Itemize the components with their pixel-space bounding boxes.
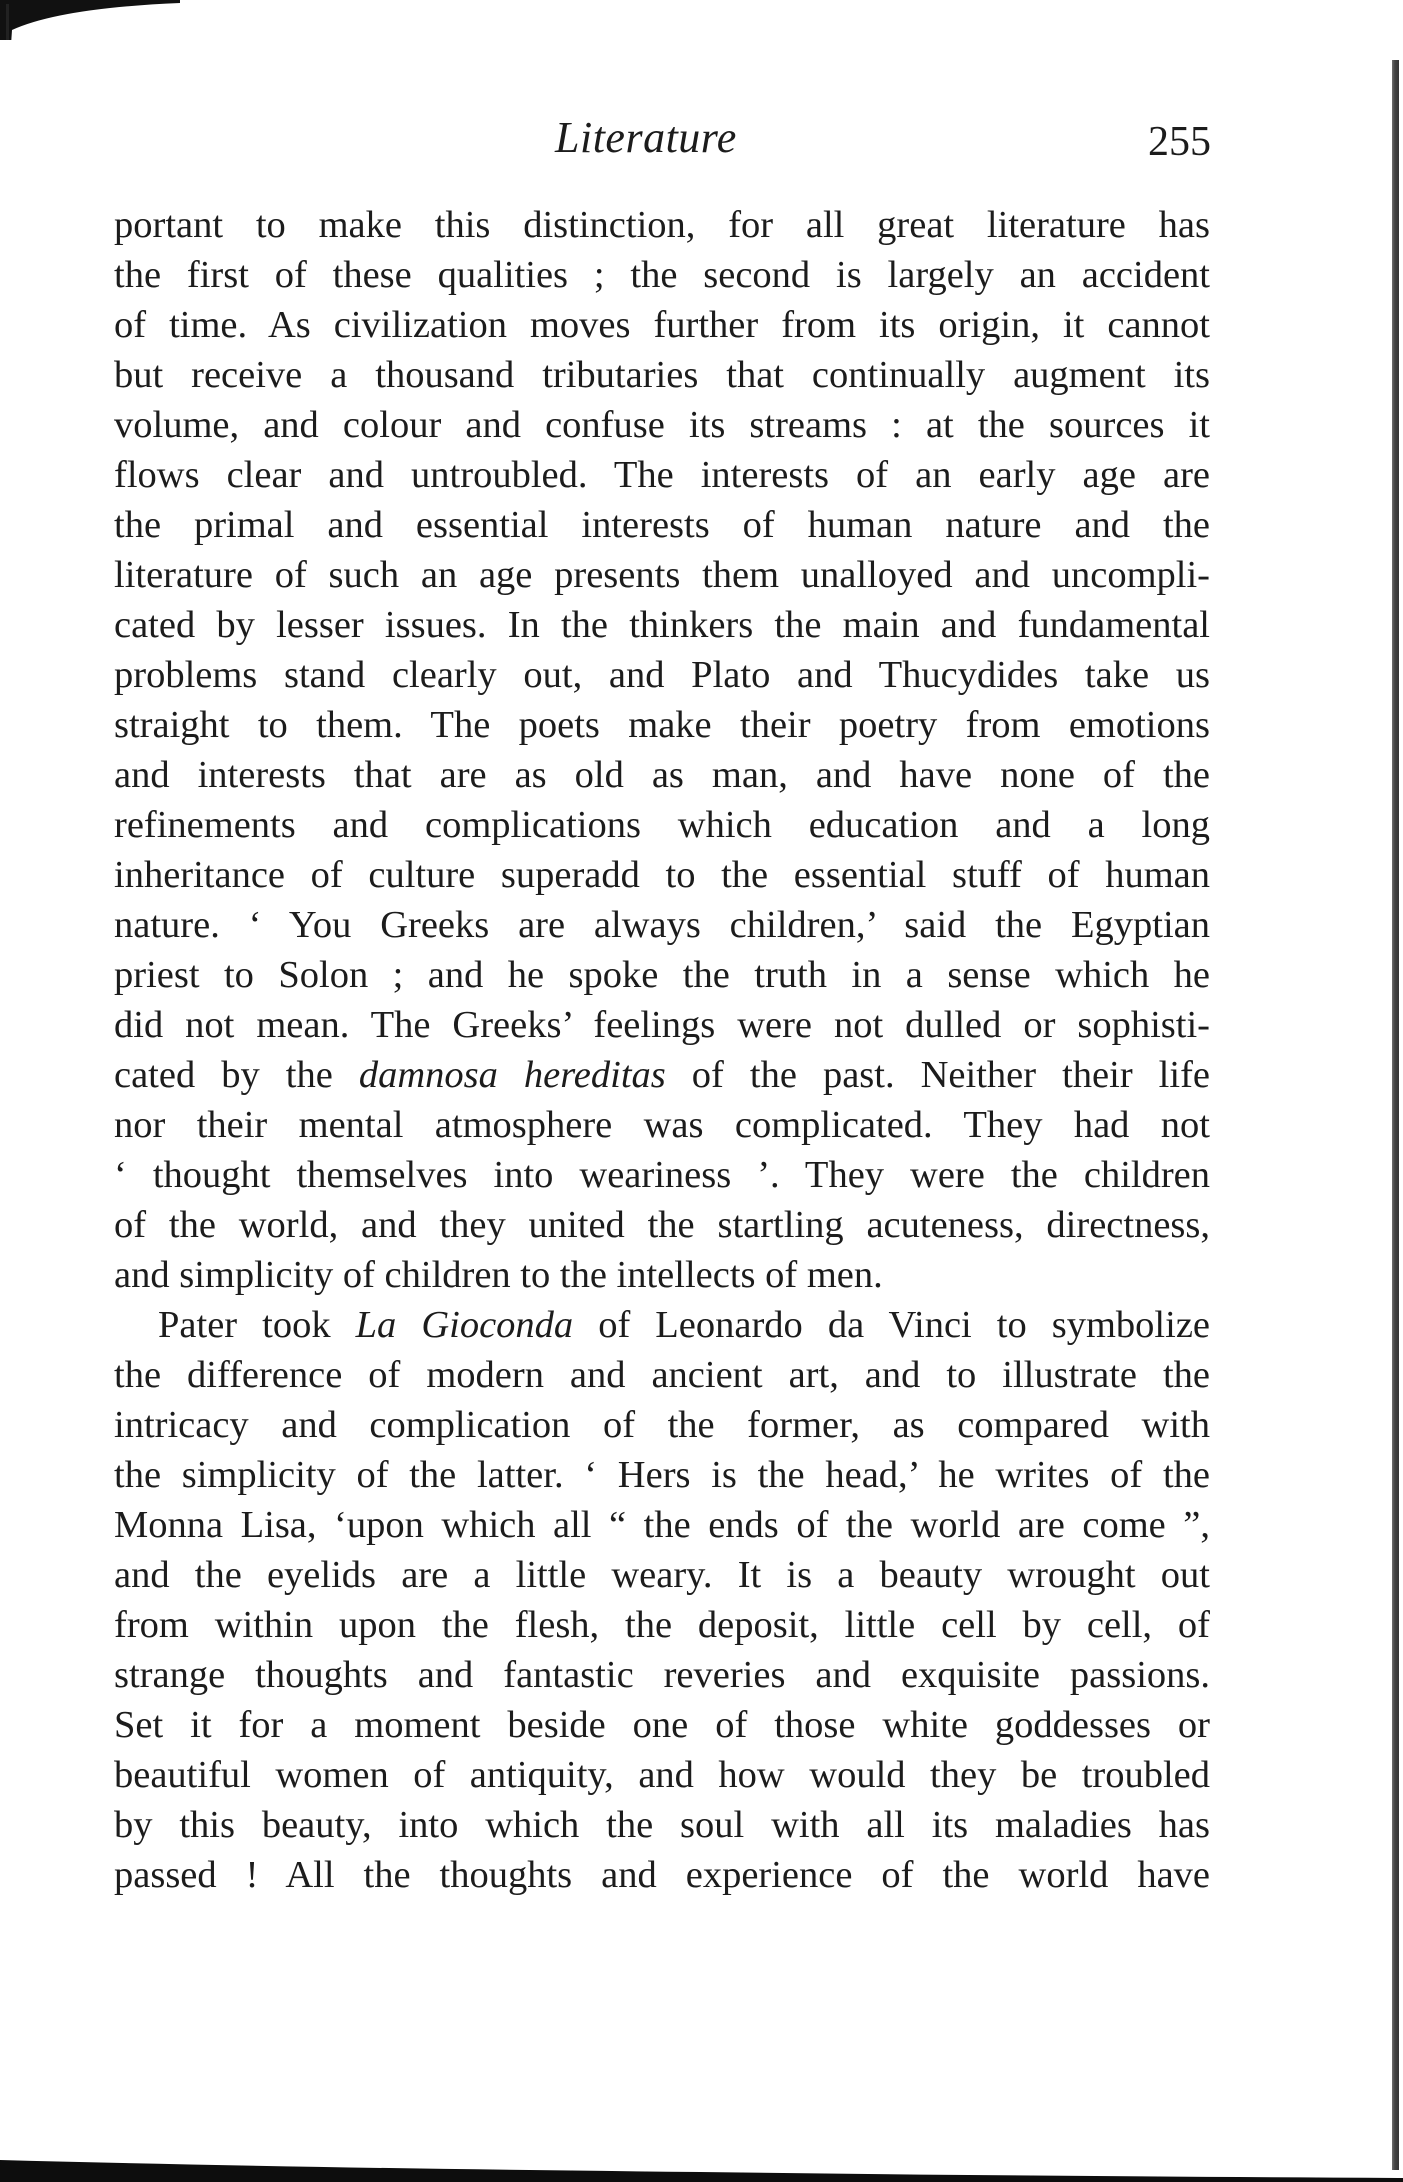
text-line (114, 200, 1210, 250)
text-segment: of the world, and they united the startling acuteness, directness, (114, 1204, 1210, 1246)
text-segment: inheritance of culture superadd to the essential stuff of human (114, 854, 1210, 896)
text-line (114, 1100, 1210, 1150)
text-line (114, 1850, 1210, 1900)
text-line (114, 1250, 1210, 1300)
text-segment: of time. As civilization moves further from its origin, it cannot (114, 304, 1210, 346)
page-number: 255 (1148, 119, 1211, 165)
text-segment: ‘ thought themselves into weariness ’. They were the children (114, 1154, 1210, 1196)
text-segment: portant to make this distinction, for all great literature has (114, 204, 1210, 246)
text-segment: cated by lesser issues. In the thinkers the main and fundamental (114, 604, 1210, 646)
text-line (114, 1600, 1210, 1650)
text-line (114, 1400, 1210, 1450)
text-line (114, 500, 1210, 550)
text-segment: the first of these qualities ; the second is largely an accident (114, 254, 1210, 296)
text-line (114, 1750, 1210, 1800)
text-segment: the primal and essential interests of human nature and the (114, 504, 1210, 546)
text-line (114, 450, 1210, 500)
text-segment: the difference of modern and ancient art, and to illustrate the (114, 1354, 1210, 1396)
text-line (114, 250, 1210, 300)
text-line (114, 1300, 1210, 1350)
text-segment: literature of such an age presents them unalloyed and uncompli- (114, 554, 1210, 596)
text-segment: nor their mental atmosphere was complicated. They had not (114, 1104, 1210, 1146)
text-line (114, 700, 1210, 750)
text-segment: intricacy and complication of the former, as compared with (114, 1404, 1210, 1446)
text-line (114, 1650, 1210, 1700)
text-line (114, 400, 1210, 450)
text-line (114, 950, 1210, 1000)
scan-edge-bottom (0, 2142, 1403, 2182)
text-line (114, 1350, 1210, 1400)
text-segment: strange thoughts and fantastic reveries and exquisite passions. (114, 1654, 1210, 1696)
text-segment: by this beauty, into which the soul with all its maladies has (114, 1804, 1210, 1846)
text-segment: beautiful women of antiquity, and how would they be troubled (114, 1754, 1210, 1796)
text-segment: problems stand clearly out, and Plato and Thucydides take us (114, 654, 1210, 696)
text-segment: volume, and colour and confuse its streams : at the sources it (114, 404, 1210, 446)
text-line (114, 1500, 1210, 1550)
scan-edge-right (1392, 60, 1399, 2170)
text-segment: and the eyelids are a little weary. It is a beauty wrought out (114, 1554, 1210, 1596)
text-segment: of Leonardo da Vinci to symbolize (573, 1304, 1210, 1346)
text-segment: refinements and complications which education and a long (114, 804, 1210, 846)
scan-corner-shadow (0, 0, 180, 40)
text-segment: of the past. Neither their life (665, 1054, 1210, 1096)
text-segment: Pater took (158, 1304, 356, 1346)
text-line (114, 1050, 1210, 1100)
text-line (114, 800, 1210, 850)
italic-phrase: damnosa hereditas (358, 1054, 666, 1096)
text-line (114, 1800, 1210, 1850)
text-segment: and interests that are as old as man, and have none of the (114, 754, 1210, 796)
text-line (114, 850, 1210, 900)
text-segment: nature. ‘ You Greeks are always children,’ said the Egyptian (114, 904, 1210, 946)
text-line (114, 550, 1210, 600)
text-segment: and simplicity of children to the intellects of men. (114, 1254, 883, 1296)
text-segment: Monna Lisa, ‘upon which all “ the ends of the world are come ”, (114, 1504, 1210, 1546)
text-line (114, 1000, 1210, 1050)
italic-phrase: La Gioconda (355, 1304, 574, 1346)
text-segment: the simplicity of the latter. ‘ Hers is the head,’ he writes of the (114, 1454, 1210, 1496)
text-line (114, 1450, 1210, 1500)
text-segment: Set it for a moment beside one of those white goddesses or (114, 1704, 1210, 1746)
text-line (114, 650, 1210, 700)
text-segment: cated by the (114, 1054, 359, 1096)
text-line (114, 1700, 1210, 1750)
text-segment: but receive a thousand tributaries that continually augment its (114, 354, 1210, 396)
text-line (114, 900, 1210, 950)
text-line (114, 350, 1210, 400)
text-segment: priest to Solon ; and he spoke the truth in a sense which he (114, 954, 1210, 996)
text-line (114, 600, 1210, 650)
text-segment: did not mean. The Greeks’ feelings were not dulled or sophisti- (114, 1004, 1210, 1046)
text-segment: flows clear and untroubled. The interests of an early age are (114, 454, 1210, 496)
body-text (114, 200, 1210, 1900)
text-line (114, 750, 1210, 800)
text-line (114, 1150, 1210, 1200)
text-line (114, 1200, 1210, 1250)
text-segment: passed ! All the thoughts and experience of the world have (114, 1854, 1210, 1896)
text-segment: straight to them. The poets make their poetry from emotions (114, 704, 1210, 746)
text-line (114, 300, 1210, 350)
running-head: Literature (555, 113, 737, 162)
text-segment: from within upon the flesh, the deposit, little cell by cell, of (114, 1604, 1210, 1646)
text-line (114, 1550, 1210, 1600)
